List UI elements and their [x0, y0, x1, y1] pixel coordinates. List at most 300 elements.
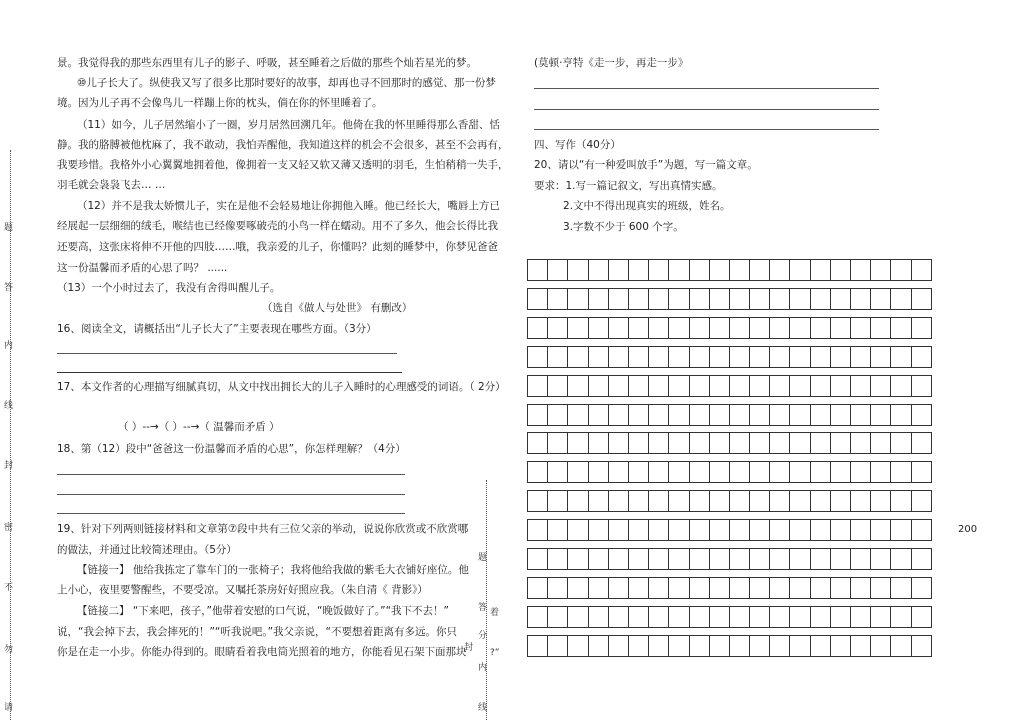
grid-cell[interactable] — [628, 548, 649, 570]
grid-cell[interactable] — [689, 375, 710, 397]
grid-cell[interactable] — [769, 404, 790, 426]
grid-cell[interactable] — [769, 375, 790, 397]
grid-cell[interactable] — [890, 317, 911, 339]
word-count-marker: 200 — [958, 524, 978, 535]
grid-cell[interactable] — [850, 432, 871, 454]
grid-cell[interactable] — [527, 635, 548, 657]
grid-cell[interactable] — [890, 635, 911, 657]
grid-cell[interactable] — [850, 346, 871, 368]
grid-cell[interactable] — [830, 346, 851, 368]
grid-cell[interactable] — [567, 259, 588, 281]
grid-cell[interactable] — [567, 346, 588, 368]
grid-cell[interactable] — [547, 548, 568, 570]
grid-cell[interactable] — [588, 375, 609, 397]
grid-cell[interactable] — [547, 519, 568, 541]
grid-cell[interactable] — [628, 519, 649, 541]
grid-cell[interactable] — [789, 288, 810, 310]
grid-cell[interactable] — [547, 577, 568, 599]
grid-cell[interactable] — [911, 548, 932, 570]
grid-cell[interactable] — [830, 404, 851, 426]
grid-row — [527, 490, 951, 512]
grid-cell[interactable] — [628, 317, 649, 339]
grid-cell[interactable] — [567, 432, 588, 454]
margin-glyph: 答 — [4, 283, 14, 293]
grid-cell[interactable] — [608, 606, 629, 628]
grid-cell[interactable] — [870, 432, 891, 454]
grid-cell[interactable] — [567, 404, 588, 426]
grid-cell[interactable] — [911, 635, 932, 657]
grid-cell[interactable] — [608, 548, 629, 570]
grid-cell[interactable] — [810, 548, 831, 570]
grid-cell[interactable] — [628, 404, 649, 426]
grid-cell[interactable] — [850, 404, 871, 426]
grid-cell[interactable] — [830, 461, 851, 483]
grid-cell[interactable] — [567, 461, 588, 483]
grid-cell[interactable] — [789, 317, 810, 339]
question-17-flow[interactable]: （ ）--→（ ）--→（ 温馨而矛盾 ） — [118, 421, 280, 433]
grid-cell[interactable] — [567, 490, 588, 512]
grid-cell[interactable] — [628, 346, 649, 368]
grid-cell[interactable] — [668, 548, 689, 570]
grid-cell[interactable] — [668, 404, 689, 426]
grid-cell[interactable] — [668, 288, 689, 310]
grid-cell[interactable] — [810, 461, 831, 483]
answer-line[interactable] — [534, 109, 879, 110]
grid-cell[interactable] — [648, 259, 669, 281]
grid-cell[interactable] — [648, 432, 669, 454]
grid-cell[interactable] — [588, 317, 609, 339]
grid-cell[interactable] — [729, 635, 750, 657]
grid-cell[interactable] — [749, 548, 770, 570]
grid-cell[interactable] — [749, 288, 770, 310]
grid-cell[interactable] — [850, 461, 871, 483]
grid-cell[interactable] — [628, 288, 649, 310]
grid-cell[interactable] — [850, 490, 871, 512]
grid-cell[interactable] — [911, 259, 932, 281]
grid-cell[interactable] — [749, 346, 770, 368]
grid-cell[interactable] — [911, 404, 932, 426]
grid-cell[interactable] — [527, 548, 548, 570]
grid-cell[interactable] — [689, 461, 710, 483]
grid-cell[interactable] — [648, 404, 669, 426]
grid-cell[interactable] — [668, 635, 689, 657]
grid-cell[interactable] — [810, 577, 831, 599]
grid-cell[interactable] — [628, 606, 649, 628]
grid-cell[interactable] — [830, 606, 851, 628]
grid-cell[interactable] — [588, 288, 609, 310]
grid-cell[interactable] — [709, 259, 730, 281]
grid-cell[interactable] — [527, 346, 548, 368]
grid-cell[interactable] — [810, 432, 831, 454]
grid-cell[interactable] — [608, 490, 629, 512]
grid-cell[interactable] — [608, 375, 629, 397]
grid-cell[interactable] — [810, 635, 831, 657]
grid-cell[interactable] — [588, 490, 609, 512]
grid-cell[interactable] — [789, 432, 810, 454]
grid-cell[interactable] — [608, 288, 629, 310]
grid-cell[interactable] — [749, 432, 770, 454]
grid-cell[interactable] — [729, 375, 750, 397]
grid-cell[interactable] — [830, 490, 851, 512]
grid-cell[interactable] — [749, 375, 770, 397]
grid-cell[interactable] — [709, 635, 730, 657]
grid-cell[interactable] — [648, 548, 669, 570]
grid-cell[interactable] — [689, 519, 710, 541]
grid-cell[interactable] — [830, 519, 851, 541]
grid-cell[interactable] — [890, 577, 911, 599]
grid-cell[interactable] — [729, 577, 750, 599]
grid-cell[interactable] — [870, 404, 891, 426]
grid-cell[interactable] — [648, 461, 669, 483]
grid-cell[interactable] — [668, 519, 689, 541]
grid-cell[interactable] — [628, 432, 649, 454]
grid-cell[interactable] — [890, 606, 911, 628]
grid-cell[interactable] — [769, 346, 790, 368]
grid-cell[interactable] — [870, 461, 891, 483]
grid-cell[interactable] — [769, 577, 790, 599]
grid-cell[interactable] — [689, 490, 710, 512]
grid-cell[interactable] — [830, 317, 851, 339]
grid-cell[interactable] — [588, 577, 609, 599]
grid-cell[interactable] — [588, 346, 609, 368]
grid-cell[interactable] — [608, 519, 629, 541]
grid-cell[interactable] — [810, 404, 831, 426]
grid-cell[interactable] — [850, 548, 871, 570]
grid-cell[interactable] — [567, 317, 588, 339]
grid-cell[interactable] — [890, 432, 911, 454]
grid-cell[interactable] — [628, 259, 649, 281]
grid-cell[interactable] — [911, 288, 932, 310]
grid-cell[interactable] — [870, 519, 891, 541]
passage-line: （12）并不是我太娇惯儿子，实在是他不会轻易地让你拥他入睡。他已经长大，嘴唇上方已 — [77, 200, 500, 212]
grid-cell[interactable] — [850, 259, 871, 281]
grid-cell[interactable] — [789, 346, 810, 368]
grid-cell[interactable] — [870, 259, 891, 281]
grid-cell[interactable] — [668, 432, 689, 454]
passage-line: 静。我的胳膊被他枕麻了，我不敢动，我怕弄醒他，我知道这样的机会不会很多，甚至不会再有， — [57, 139, 509, 151]
grid-cell[interactable] — [628, 375, 649, 397]
grid-cell[interactable] — [850, 606, 871, 628]
grid-cell[interactable] — [709, 490, 730, 512]
section-title: 四、写作（40分） — [534, 139, 621, 151]
grid-cell[interactable] — [769, 519, 790, 541]
grid-cell[interactable] — [749, 519, 770, 541]
grid-cell[interactable] — [911, 432, 932, 454]
grid-cell[interactable] — [769, 606, 790, 628]
grid-cell[interactable] — [588, 519, 609, 541]
grid-cell[interactable] — [648, 288, 669, 310]
grid-row — [527, 606, 951, 628]
grid-cell[interactable] — [810, 259, 831, 281]
grid-cell[interactable] — [648, 490, 669, 512]
grid-cell[interactable] — [527, 404, 548, 426]
grid-cell[interactable] — [709, 548, 730, 570]
grid-cell[interactable] — [689, 288, 710, 310]
grid-cell[interactable] — [608, 259, 629, 281]
grid-cell[interactable] — [628, 635, 649, 657]
grid-cell[interactable] — [527, 432, 548, 454]
answer-line[interactable] — [57, 372, 402, 373]
answer-line[interactable] — [534, 129, 879, 130]
grid-cell[interactable] — [890, 461, 911, 483]
grid-cell[interactable] — [588, 259, 609, 281]
grid-cell[interactable] — [689, 404, 710, 426]
grid-cell[interactable] — [628, 490, 649, 512]
grid-cell[interactable] — [789, 635, 810, 657]
grid-cell[interactable] — [850, 317, 871, 339]
grid-cell[interactable] — [769, 288, 790, 310]
grid-cell[interactable] — [668, 606, 689, 628]
grid-cell[interactable] — [527, 606, 548, 628]
grid-cell[interactable] — [830, 259, 851, 281]
grid-cell[interactable] — [890, 490, 911, 512]
grid-cell[interactable] — [890, 548, 911, 570]
grid-cell[interactable] — [608, 346, 629, 368]
passage-line: 境。因为儿子再不会像鸟儿一样蹦上你的枕头，倘在你的怀里睡着了。 — [57, 97, 383, 109]
grid-cell[interactable] — [608, 577, 629, 599]
grid-cell[interactable] — [689, 259, 710, 281]
grid-cell[interactable] — [729, 606, 750, 628]
answer-line[interactable] — [57, 353, 397, 354]
grid-cell[interactable] — [648, 519, 669, 541]
grid-cell[interactable] — [890, 519, 911, 541]
grid-cell[interactable] — [870, 288, 891, 310]
grid-cell[interactable] — [689, 577, 710, 599]
grid-cell[interactable] — [729, 490, 750, 512]
grid-cell[interactable] — [729, 317, 750, 339]
grid-cell[interactable] — [567, 288, 588, 310]
grid-cell[interactable] — [527, 461, 548, 483]
grid-cell[interactable] — [830, 548, 851, 570]
grid-cell[interactable] — [810, 375, 831, 397]
grid-cell[interactable] — [769, 259, 790, 281]
grid-cell[interactable] — [709, 519, 730, 541]
grid-cell[interactable] — [789, 375, 810, 397]
grid-cell[interactable] — [830, 635, 851, 657]
grid-cell[interactable] — [668, 346, 689, 368]
grid-cell[interactable] — [547, 288, 568, 310]
grid-cell[interactable] — [729, 519, 750, 541]
grid-cell[interactable] — [547, 375, 568, 397]
grid-cell[interactable] — [911, 346, 932, 368]
grid-cell[interactable] — [789, 577, 810, 599]
grid-cell[interactable] — [769, 490, 790, 512]
grid-cell[interactable] — [668, 577, 689, 599]
grid-cell[interactable] — [547, 404, 568, 426]
grid-cell[interactable] — [870, 375, 891, 397]
grid-cell[interactable] — [749, 461, 770, 483]
grid-cell[interactable] — [911, 317, 932, 339]
grid-cell[interactable] — [870, 606, 891, 628]
answer-line[interactable] — [57, 474, 405, 475]
grid-cell[interactable] — [749, 404, 770, 426]
grid-cell[interactable] — [588, 432, 609, 454]
margin-glyph: 题 — [4, 223, 14, 233]
grid-cell[interactable] — [850, 577, 871, 599]
grid-cell[interactable] — [810, 519, 831, 541]
grid-cell[interactable] — [547, 259, 568, 281]
grid-cell[interactable] — [547, 490, 568, 512]
grid-cell[interactable] — [850, 519, 871, 541]
grid-cell[interactable] — [729, 288, 750, 310]
grid-cell[interactable] — [769, 317, 790, 339]
grid-cell[interactable] — [527, 490, 548, 512]
grid-cell[interactable] — [648, 346, 669, 368]
grid-cell[interactable] — [870, 635, 891, 657]
grid-cell[interactable] — [850, 635, 871, 657]
answer-line[interactable] — [57, 494, 405, 495]
grid-cell[interactable] — [911, 519, 932, 541]
grid-cell[interactable] — [729, 548, 750, 570]
grid-cell[interactable] — [749, 259, 770, 281]
grid-cell[interactable] — [608, 404, 629, 426]
grid-cell[interactable] — [527, 317, 548, 339]
grid-cell[interactable] — [890, 375, 911, 397]
grid-cell[interactable] — [588, 548, 609, 570]
grid-cell[interactable] — [547, 317, 568, 339]
grid-cell[interactable] — [810, 346, 831, 368]
grid-cell[interactable] — [588, 461, 609, 483]
grid-cell[interactable] — [648, 577, 669, 599]
grid-cell[interactable] — [850, 375, 871, 397]
grid-cell[interactable] — [709, 375, 730, 397]
grid-cell[interactable] — [709, 317, 730, 339]
grid-cell[interactable] — [729, 461, 750, 483]
grid-cell[interactable] — [689, 432, 710, 454]
grid-cell[interactable] — [789, 606, 810, 628]
grid-cell[interactable] — [588, 635, 609, 657]
grid-cell[interactable] — [911, 490, 932, 512]
grid-cell[interactable] — [789, 548, 810, 570]
grid-cell[interactable] — [890, 346, 911, 368]
grid-cell[interactable] — [890, 259, 911, 281]
grid-cell[interactable] — [527, 519, 548, 541]
grid-cell[interactable] — [709, 577, 730, 599]
grid-cell[interactable] — [547, 432, 568, 454]
grid-cell[interactable] — [789, 461, 810, 483]
grid-cell[interactable] — [789, 490, 810, 512]
grid-cell[interactable] — [870, 548, 891, 570]
grid-cell[interactable] — [789, 519, 810, 541]
grid-cell[interactable] — [870, 577, 891, 599]
grid-cell[interactable] — [810, 606, 831, 628]
grid-cell[interactable] — [588, 404, 609, 426]
grid-cell[interactable] — [567, 375, 588, 397]
grid-cell[interactable] — [729, 432, 750, 454]
grid-cell[interactable] — [709, 606, 730, 628]
grid-cell[interactable] — [830, 432, 851, 454]
grid-cell[interactable] — [648, 317, 669, 339]
grid-cell[interactable] — [547, 635, 568, 657]
grid-cell[interactable] — [608, 461, 629, 483]
grid-cell[interactable] — [709, 461, 730, 483]
grid-cell[interactable] — [830, 577, 851, 599]
grid-cell[interactable] — [668, 259, 689, 281]
grid-cell[interactable] — [709, 432, 730, 454]
grid-cell[interactable] — [608, 317, 629, 339]
grid-row — [527, 577, 951, 599]
grid-cell[interactable] — [648, 375, 669, 397]
grid-cell[interactable] — [729, 404, 750, 426]
grid-row — [527, 404, 951, 426]
grid-cell[interactable] — [567, 519, 588, 541]
grid-cell[interactable] — [749, 635, 770, 657]
grid-cell[interactable] — [789, 404, 810, 426]
answer-line[interactable] — [534, 88, 879, 89]
grid-cell[interactable] — [608, 635, 629, 657]
grid-cell[interactable] — [810, 288, 831, 310]
grid-cell[interactable] — [689, 317, 710, 339]
grid-cell[interactable] — [890, 404, 911, 426]
grid-cell[interactable] — [547, 461, 568, 483]
grid-cell[interactable] — [668, 317, 689, 339]
grid-cell[interactable] — [689, 635, 710, 657]
grid-cell[interactable] — [567, 548, 588, 570]
grid-cell[interactable] — [689, 606, 710, 628]
grid-cell[interactable] — [648, 606, 669, 628]
grid-cell[interactable] — [709, 404, 730, 426]
grid-cell[interactable] — [689, 548, 710, 570]
grid-cell[interactable] — [769, 635, 790, 657]
grid-cell[interactable] — [911, 375, 932, 397]
grid-cell[interactable] — [668, 461, 689, 483]
grid-cell[interactable] — [749, 490, 770, 512]
grid-cell[interactable] — [648, 635, 669, 657]
grid-cell[interactable] — [689, 346, 710, 368]
grid-cell[interactable] — [911, 577, 932, 599]
grid-cell[interactable] — [567, 635, 588, 657]
grid-cell[interactable] — [567, 577, 588, 599]
grid-cell[interactable] — [547, 606, 568, 628]
grid-cell[interactable] — [668, 490, 689, 512]
grid-cell[interactable] — [527, 577, 548, 599]
grid-cell[interactable] — [628, 577, 649, 599]
grid-cell[interactable] — [870, 317, 891, 339]
grid-cell[interactable] — [769, 461, 790, 483]
grid-cell[interactable] — [749, 317, 770, 339]
answer-line[interactable] — [57, 513, 405, 514]
grid-cell[interactable] — [527, 259, 548, 281]
grid-cell[interactable] — [588, 606, 609, 628]
grid-cell[interactable] — [810, 317, 831, 339]
grid-cell[interactable] — [830, 375, 851, 397]
grid-cell[interactable] — [890, 288, 911, 310]
grid-cell[interactable] — [870, 346, 891, 368]
grid-cell[interactable] — [547, 346, 568, 368]
grid-cell[interactable] — [810, 490, 831, 512]
grid-cell[interactable] — [749, 606, 770, 628]
grid-cell[interactable] — [911, 461, 932, 483]
grid-cell[interactable] — [870, 490, 891, 512]
grid-cell[interactable] — [709, 346, 730, 368]
grid-cell[interactable] — [830, 288, 851, 310]
grid-cell[interactable] — [850, 288, 871, 310]
grid-cell[interactable] — [527, 288, 548, 310]
grid-cell[interactable] — [567, 606, 588, 628]
grid-cell[interactable] — [749, 577, 770, 599]
grid-cell[interactable] — [769, 548, 790, 570]
grid-cell[interactable] — [789, 259, 810, 281]
grid-cell[interactable] — [729, 259, 750, 281]
grid-cell[interactable] — [668, 375, 689, 397]
grid-cell[interactable] — [729, 346, 750, 368]
grid-cell[interactable] — [911, 606, 932, 628]
grid-cell[interactable] — [769, 432, 790, 454]
grid-cell[interactable] — [608, 432, 629, 454]
grid-cell[interactable] — [527, 375, 548, 397]
grid-cell[interactable] — [709, 288, 730, 310]
grid-cell[interactable] — [628, 461, 649, 483]
